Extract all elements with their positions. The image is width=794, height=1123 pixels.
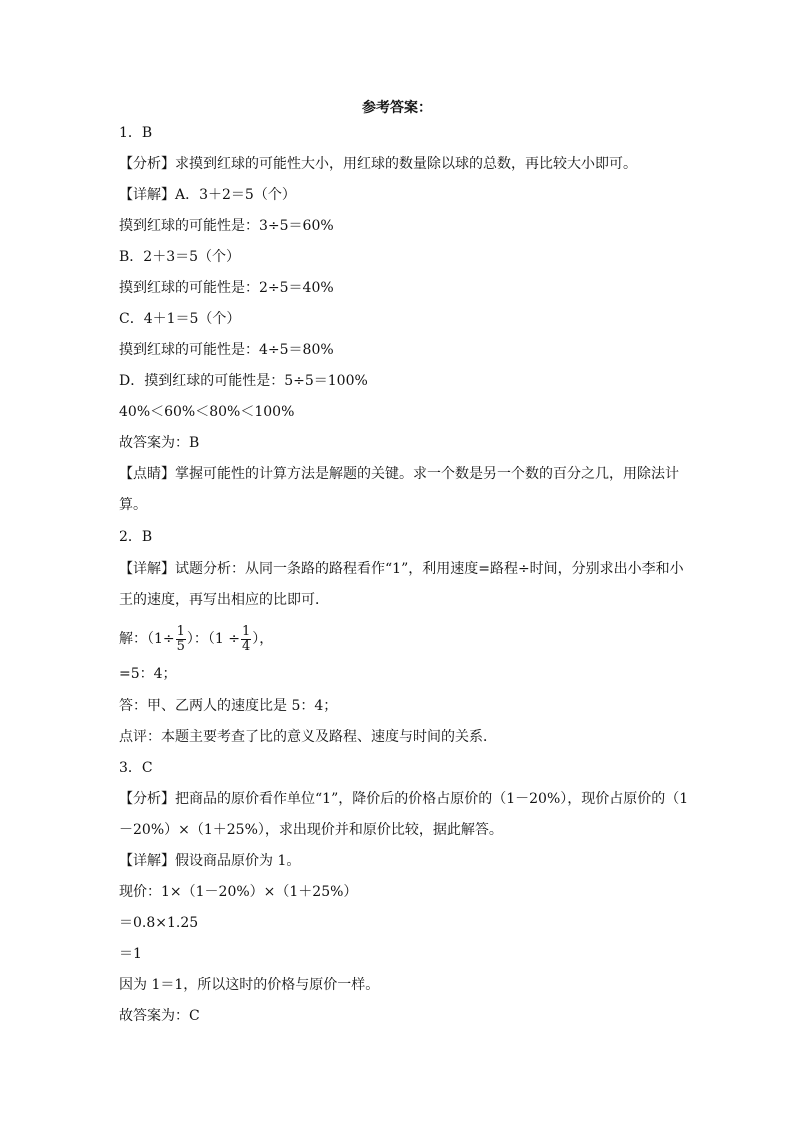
q2-solution xyxy=(119,623,273,655)
q1-option-c: C．4＋1＝5（个） xyxy=(119,311,241,327)
fraction-numerator: 1 xyxy=(176,623,185,639)
q1-answer: 故答案为：B xyxy=(119,435,200,451)
q2-solution-suffix: ）， xyxy=(252,631,274,647)
question-1-number: 1．B xyxy=(119,125,153,141)
q1-detail-a: 【详解】A．3＋2＝5（个） xyxy=(119,187,296,203)
fraction-one-fourth xyxy=(241,625,251,654)
q2-detail-line-2: 王的速度，再写出相应的比即可． xyxy=(119,592,329,608)
q1-comment-line-1: 【点睛】掌握可能性的计算方法是解题的关键。求一个数是另一个数的百分之几，用除法计 xyxy=(119,466,679,482)
q3-detail: 【详解】假设商品原价为 1。 xyxy=(119,853,301,869)
q2-comment: 点评：本题主要考查了比的意义及路程、速度与时间的关系． xyxy=(119,729,497,745)
q1-option-b: B．2＋3＝5（个） xyxy=(119,249,241,265)
q1-comment-line-2: 算。 xyxy=(119,497,147,513)
q3-analysis-line-2: －20%）×（1＋25%），求出现价并和原价比较，据此解答。 xyxy=(119,822,503,838)
q2-detail-line-1: 【详解】试题分析：从同一条路的路程看作“1”，利用速度=路程÷时间，分别求出小李和小 xyxy=(119,561,684,577)
q3-calculation-3: ＝1 xyxy=(119,946,142,962)
q2-solution-middle: ）：（1 ÷ xyxy=(186,631,241,647)
fraction-numerator: 1 xyxy=(242,623,251,639)
q1-b-probability: 摸到红球的可能性是：2÷5＝40% xyxy=(119,280,334,296)
q1-c-probability: 摸到红球的可能性是：4÷5＝80% xyxy=(119,342,334,358)
q1-comparison: 40%＜60%＜80%＜100% xyxy=(119,404,295,420)
fraction-one-fifth xyxy=(176,625,186,654)
q1-analysis: 【分析】求摸到红球的可能性大小，用红球的数量除以球的总数，再比较大小即可。 xyxy=(119,156,637,172)
q3-reason: 因为 1＝1，所以这时的价格与原价一样。 xyxy=(119,977,380,993)
q1-a-probability: 摸到红球的可能性是：3÷5＝60% xyxy=(119,218,334,234)
q3-calculation-2: ＝0.8×1.25 xyxy=(119,915,199,931)
page-title: 参考答案： xyxy=(362,100,432,116)
q3-calculation-1: 现价：1×（1－20%）×（1＋25%） xyxy=(119,884,358,900)
question-3-number: 3．C xyxy=(119,760,153,776)
q3-analysis-line-1: 【分析】把商品的原价看作单位“1”，降价后的价格占原价的（1－20%），现价占原价的（1 xyxy=(119,791,689,807)
q2-solution-prefix: 解：（1÷ xyxy=(119,631,175,647)
question-2-number: 2．B xyxy=(119,529,153,545)
q1-option-d: D．摸到红球的可能性是：5÷5＝100% xyxy=(119,373,368,389)
fraction-denominator: 4 xyxy=(242,638,251,654)
q3-answer: 故答案为：C xyxy=(119,1008,200,1024)
q2-result: =5：4； xyxy=(119,666,177,682)
fraction-denominator: 5 xyxy=(176,638,185,654)
q2-answer: 答：甲、乙两人的速度比是 5：4； xyxy=(119,698,338,714)
